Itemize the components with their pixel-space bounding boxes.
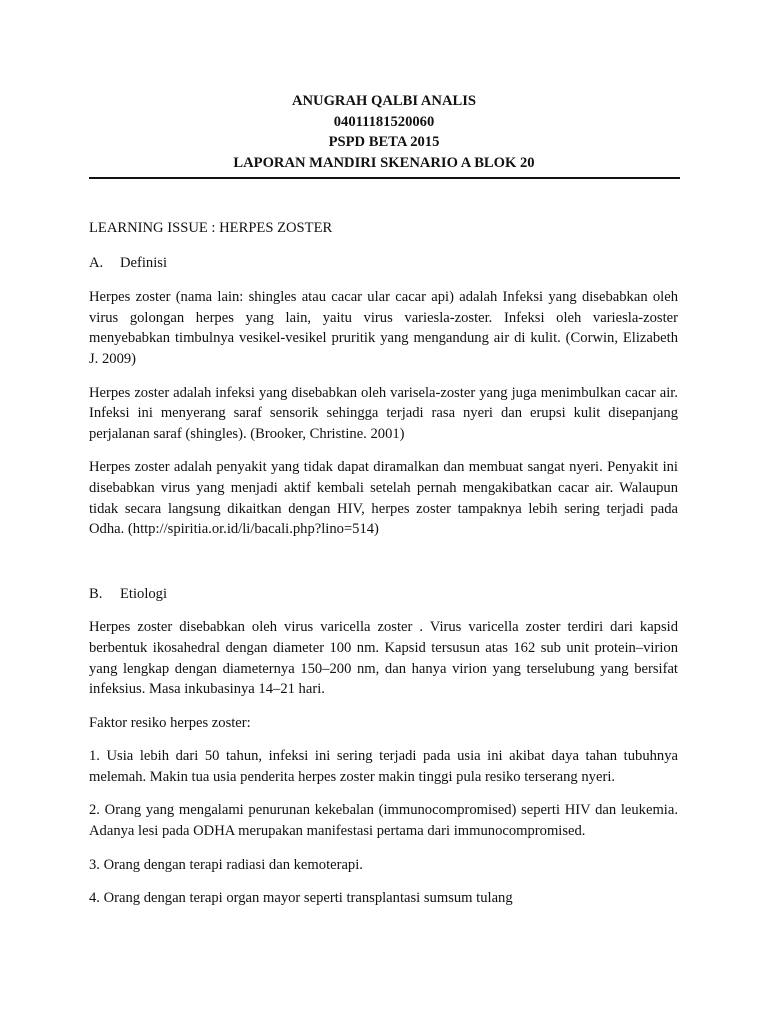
list-item: 2. Orang yang mengalami penurunan kekebalan (immunocompromised) seperti HIV dan leukemia. Adanya lesi pada ODHA merupakan manifestasi pertama dari immunocompromised. [89,802,678,840]
paragraph: Herpes zoster disebabkan oleh virus varicella zoster . Virus varicella zoster terdiri dari kapsid berbentuk ikosahedral dengan diameter 100 nm. Kapsid tersusun atas 162 sub unit protein–virion yang lengkap dengan diameternya 150–200 nm, dan hanya virion yang terselubung yang bersifat infeksius. Masa inkubasinya 14–21 hari. [89,619,678,698]
paragraph: Herpes zoster adalah infeksi yang disebabkan oleh varisela-zoster yang juga menimbulkan cacar air. Infeksi ini menyerang saraf sensorik sehingga terjadi rasa nyeri dan erupsi kulit disepanjang perjalanan saraf (shingles). (Brooker, Christine. 2001) [89,384,678,442]
list-item: 1. Usia lebih dari 50 tahun, infeksi ini sering terjadi pada usia ini akibat daya tahan tubuhnya melemah. Makin tua usia penderita herpes zoster makin tinggi pula resiko terserang nyeri. [89,748,678,785]
section-letter: B. [89,585,103,602]
learning-issue-title: LEARNING ISSUE : HERPES ZOSTER [89,220,333,236]
document-body [89,218,678,909]
paragraph: Faktor resiko herpes zoster: [89,714,251,731]
author-name: ANUGRAH QALBI ANALIS [291,93,477,109]
report-title: LAPORAN MANDIRI SKENARIO A BLOK 20 [233,154,535,171]
section-letter: A. [89,254,104,271]
list-item: 4. Orang dengan terapi organ mayor seperti transplantasi sumsum tulang [89,890,513,907]
header-divider [89,177,680,179]
paragraph: Herpes zoster adalah penyakit yang tidak dapat diramalkan dan membuat sangat nyeri. Penyakit ini disebabkan virus yang menjadi aktif kembali setelah pernah mengakibatkan cacar air. Walaupun tidak secara langsung dikaitkan dengan HIV, herpes zoster tampaknya lebih sering terjadi pada Odha. (http://spiritia.or.id/li/bacali.php?lino=514) [89,459,678,538]
list-item: 3. Orang dengan terapi radiasi dan kemoterapi. [89,856,363,873]
section-heading-definisi [89,253,678,274]
section-title: Etiologi [120,585,168,602]
paragraph: Herpes zoster (nama lain: shingles atau cacar ular cacar api) adalah Infeksi yang disebabkan oleh virus golongan herpes yang lain, yaitu virus variesla-zoster. Infeksi oleh variesla-zoster menyebabkan timbulnya vesikel-vesikel pruritik yang mengandung air di kulit. (Corwin, Elizabeth J. 2009) [89,289,678,367]
document-header [89,91,679,173]
program-name: PSPD BETA 2015 [328,134,440,150]
student-id: 04011181520060 [333,113,435,130]
section-heading-etiologi [89,584,678,605]
section-title: Definisi [120,254,168,271]
